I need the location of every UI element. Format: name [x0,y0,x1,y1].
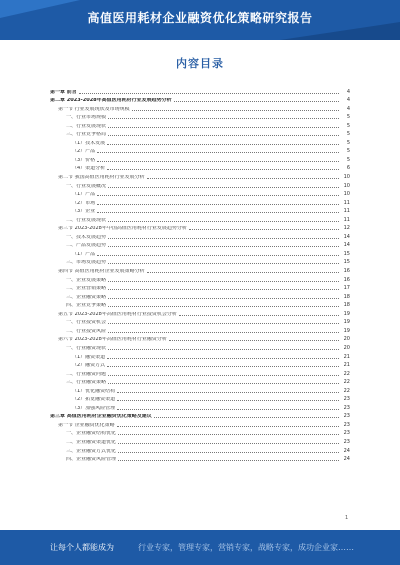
toc-entry-label: 第一节 企业融资优化策略 [58,422,115,428]
toc-entry-label: 二、行业发展现状 [66,217,107,223]
toc-leader-dots [107,144,339,145]
toc-entry-label: 第四节 高值医用耗材企业发展策略分析 [58,269,145,275]
toc-entry-page: 5 [346,148,350,155]
toc-heading: 内容目录 [176,57,224,70]
toc-leader-dots [97,195,339,196]
toc-leader-dots [108,375,339,376]
toc-entry-page: 22 [343,379,350,386]
toc-entry-label: 第一章 前言 [50,89,77,95]
toc-entry-label: 一、技术发展趋势 [66,234,107,240]
toc-entry-page: 16 [343,268,350,275]
toc-leader-dots [147,272,339,273]
toc-leader-dots [108,383,339,384]
toc-entry-page: 18 [343,302,350,309]
toc-leader-dots [108,135,339,136]
toc-entry[interactable] [50,206,350,215]
toc-entry[interactable] [50,419,350,428]
toc-leader-dots [108,298,339,299]
toc-entry[interactable] [50,291,350,300]
toc-entry[interactable] [50,283,350,292]
toc-entry-page: 10 [343,182,350,189]
toc-leader-dots [107,358,339,359]
toc-entry-label: 二、企业融资渠道优化 [66,439,117,445]
toc-leader-dots [179,315,339,316]
toc-entry-page: 23 [343,396,350,403]
toc-entry[interactable] [50,265,350,274]
toc-entry[interactable] [50,274,350,283]
toc-leader-dots [108,221,339,222]
toc-entry-page: 23 [343,438,350,445]
toc-entry-label: （1）产品 [72,192,96,198]
toc-entry-label: 第二节 我国高值医用耗材行业发展分析 [58,175,145,181]
toc-entry-label: （1）融资渠道 [72,354,106,360]
toc-entry-page: 5 [346,131,350,138]
toc-entry-label: 二、行业投资风险 [66,328,107,334]
toc-entry[interactable] [50,189,350,198]
table-of-contents [50,86,350,462]
toc-entry-page: 20 [343,336,350,343]
toc-entry-page: 4 [346,88,350,95]
toc-entry-label: 三、行业融资策略 [66,380,107,386]
toc-leader-dots [118,443,339,444]
toc-entry-label: （1）技术发展 [72,140,106,146]
toc-entry-page: 19 [343,310,350,317]
toc-entry[interactable] [50,334,350,343]
toc-entry-page: 22 [343,370,350,377]
toc-leader-dots [108,263,339,264]
toc-entry-label: 第一节 行业发展现状及市场规模 [58,106,130,112]
toc-entry-page: 14 [343,233,350,240]
toc-entry[interactable] [50,223,350,232]
toc-leader-dots [108,306,339,307]
toc-entry-label: （2）拓宽融资渠道 [72,397,116,403]
toc-entry-page: 23 [343,413,350,420]
toc-entry-label: 第六节 2023-2028年高值医用耗材行业融资分析 [58,337,167,343]
toc-entry-label: （3）价格 [72,157,96,163]
toc-entry[interactable] [50,402,350,411]
toc-leader-dots [132,110,339,111]
toc-leader-dots [97,255,339,256]
toc-entry-label: （1）优化融资结构 [72,388,116,394]
toc-entry-label: 三、企业融资策略 [66,294,107,300]
toc-entry-label: 三、行业竞争格局 [66,132,107,138]
toc-entry[interactable] [50,377,350,386]
toc-leader-dots [108,349,339,350]
toc-entry-label: 三、市场发展趋势 [66,260,107,266]
toc-entry-page: 19 [343,319,350,326]
toc-entry[interactable] [50,214,350,223]
toc-entry-page: 18 [343,293,350,300]
toc-entry-label: 三、企业融资方式优化 [66,448,117,454]
toc-entry-label: （1）产品 [72,251,96,257]
toc-entry-label: 一、行业投资机会 [66,320,107,326]
toc-entry-page: 21 [343,362,350,369]
toc-leader-dots [97,212,339,213]
toc-entry[interactable] [50,86,350,95]
toc-leader-dots [169,340,339,341]
header-band [0,0,400,40]
toc-entry-page: 15 [343,250,350,257]
toc-leader-dots [97,204,339,205]
toc-entry-label: （4）渠道分析 [72,166,106,172]
toc-entry[interactable] [50,146,350,155]
toc-entry-page: 21 [343,353,350,360]
toc-entry[interactable] [50,351,350,360]
toc-entry[interactable] [50,317,350,326]
toc-entry-page: 5 [346,156,350,163]
toc-leader-dots [117,426,339,427]
toc-entry-label: 第三章 高值医用耗材企业融资优化策略及建议 [50,414,152,420]
toc-entry[interactable] [50,342,350,351]
toc-entry-page: 20 [343,344,350,351]
toc-entry[interactable] [50,154,350,163]
toc-entry-label: 一、行业市场规模 [66,115,107,121]
toc-entry-label: 四、企业融资风险管理 [66,457,117,463]
toc-entry-page: 6 [346,165,350,172]
toc-leader-dots [108,323,339,324]
toc-entry[interactable] [50,137,350,146]
toc-entry-label: （3）加强风险管理 [72,405,116,411]
toc-leader-dots [108,246,339,247]
toc-leader-dots [117,392,339,393]
toc-leader-dots [97,161,339,162]
toc-entry[interactable] [50,385,350,394]
toc-leader-dots [107,366,339,367]
report-title: 高值医用耗材企业融资优化策略研究报告 [87,11,313,25]
toc-leader-dots [189,229,339,230]
toc-entry[interactable] [50,129,350,138]
toc-entry-label: 二、行业融资问题 [66,371,107,377]
toc-entry-page: 5 [346,122,350,129]
toc-entry[interactable] [50,95,350,104]
toc-entry-label: 第五节 2023-2028年高值医用耗材行业投资机会分析 [58,311,177,317]
toc-entry-page: 11 [343,216,350,223]
toc-leader-dots [108,118,339,119]
toc-entry-label: 第二章 2023-2028年高值医用耗材行业发展趋势分析 [50,98,172,104]
toc-leader-dots [79,93,339,94]
toc-entry-page: 22 [343,387,350,394]
toc-entry-page: 4 [346,97,350,104]
toc-entry[interactable] [50,240,350,249]
footer-slogan: 让每个人都能成为 [50,543,114,552]
toc-entry-page: 14 [343,242,350,249]
toc-entry-label: 第三节 2023-2028年中国高值医用耗材行业发展趋势分析 [58,226,187,232]
toc-entry-label: 四、企业竞争策略 [66,303,107,309]
toc-entry[interactable] [50,368,350,377]
toc-entry-page: 23 [343,404,350,411]
toc-entry[interactable] [50,428,350,437]
toc-entry-page: 23 [343,430,350,437]
toc-entry[interactable] [50,180,350,189]
toc-entry-page: 4 [346,105,350,112]
toc-entry[interactable] [50,163,350,172]
toc-leader-dots [97,152,339,153]
toc-entry-page: 12 [343,225,350,232]
toc-entry[interactable] [50,411,350,420]
toc-entry-page: 10 [343,191,350,198]
toc-leader-dots [108,238,339,239]
toc-entry[interactable] [50,257,350,266]
toc-entry-page: 11 [343,199,350,206]
toc-entry[interactable] [50,112,350,121]
toc-leader-dots [118,434,339,435]
toc-entry-label: 一、企业发展策略 [66,277,107,283]
toc-entry-label: （2）市场 [72,200,96,206]
toc-leader-dots [154,417,339,418]
toc-entry-page: 10 [343,174,350,181]
toc-leader-dots [108,289,339,290]
toc-entry[interactable] [50,436,350,445]
toc-entry[interactable] [50,300,350,309]
toc-entry-label: 二、行业发展现状 [66,123,107,129]
toc-entry[interactable] [50,454,350,463]
toc-entry-label: 二、企业营销策略 [66,286,107,292]
page-number: 1 [345,515,349,521]
toc-leader-dots [108,332,339,333]
toc-entry-label: 一、行业发展概况 [66,183,107,189]
toc-entry-page: 15 [343,259,350,266]
toc-entry-label: 一、行业融资现状 [66,345,107,351]
toc-entry-label: （3）企业 [72,209,96,215]
toc-leader-dots [118,460,339,461]
toc-entry[interactable] [50,248,350,257]
toc-leader-dots [107,169,339,170]
toc-leader-dots [147,178,339,179]
toc-entry[interactable] [50,445,350,454]
toc-entry-page: 23 [343,421,350,428]
toc-entry[interactable] [50,197,350,206]
footer-tagline: 行业专家，管理专家，营销专家，战略专家，成功企业家…… [138,543,354,552]
toc-entry[interactable] [50,103,350,112]
toc-entry-page: 24 [343,456,350,463]
toc-entry-label: 二、产品发展趋势 [66,243,107,249]
toc-leader-dots [117,409,339,410]
toc-entry-label: 一、企业融资结构优化 [66,431,117,437]
toc-entry-label: （2）产品 [72,149,96,155]
toc-entry-page: 5 [346,139,350,146]
toc-entry[interactable] [50,120,350,129]
toc-leader-dots [118,452,339,453]
toc-leader-dots [117,400,339,401]
toc-entry[interactable] [50,394,350,403]
toc-leader-dots [174,101,339,102]
toc-entry-page: 5 [346,114,350,121]
toc-entry-label: （2）融资方式 [72,363,106,369]
toc-entry[interactable] [50,325,350,334]
toc-entry-page: 24 [343,447,350,454]
toc-leader-dots [108,281,339,282]
toc-entry-page: 19 [343,327,350,334]
toc-entry[interactable] [50,231,350,240]
toc-entry[interactable] [50,360,350,369]
toc-entry-page: 17 [343,285,350,292]
toc-entry-page: 11 [343,208,350,215]
toc-leader-dots [108,187,339,188]
toc-entry-page: 16 [343,276,350,283]
toc-entry[interactable] [50,171,350,180]
toc-entry[interactable] [50,308,350,317]
toc-leader-dots [108,127,339,128]
